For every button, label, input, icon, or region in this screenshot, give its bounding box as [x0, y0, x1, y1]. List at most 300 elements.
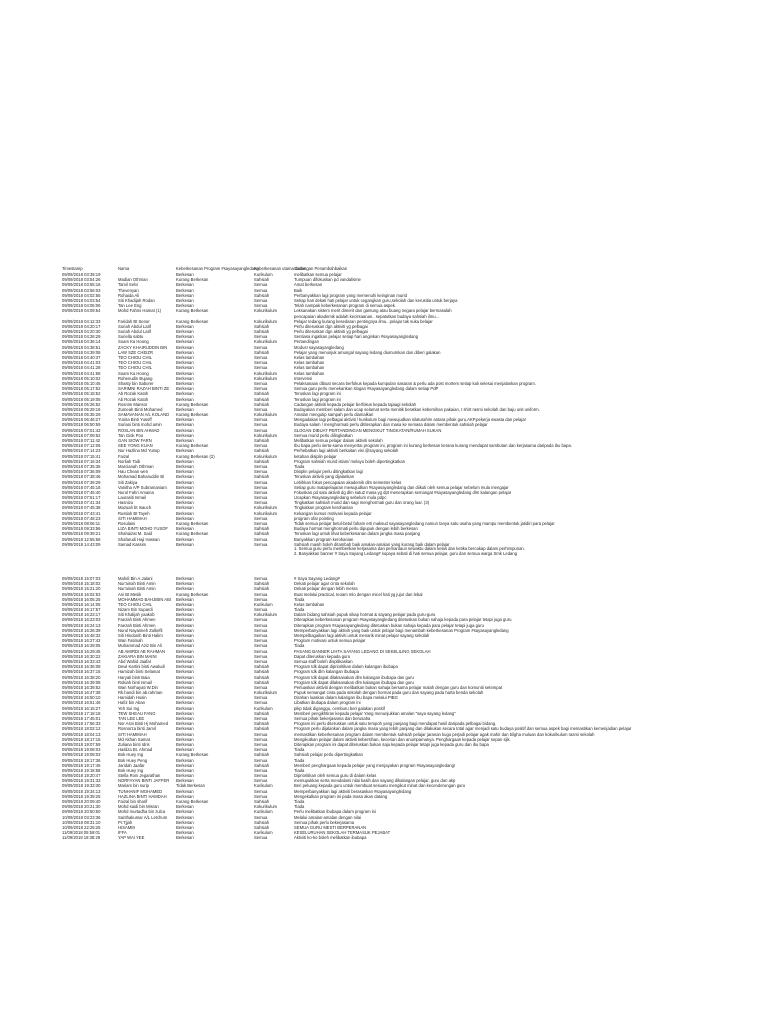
- table-cell: 09/09/2018 16:39:52: [62, 684, 101, 690]
- table-cell: 09/09/2018 07:14:23: [62, 448, 101, 454]
- table-cell: Kokurikulum: [254, 375, 278, 381]
- table-cell: 09/09/2018 19:39:25: [62, 793, 101, 799]
- table-cell: Berkesan: [176, 438, 194, 443]
- table-cell: Hamizah binti Selamat: [118, 669, 160, 675]
- table-cell: Berkesan: [176, 489, 194, 495]
- table-cell: 09/09/2018 07:45:38: [62, 505, 101, 511]
- table-cell: Sahsiah: [254, 292, 270, 298]
- table-cell: Berkesan: [176, 526, 194, 532]
- table-cell: Hamidah Husin: [118, 695, 147, 701]
- table-cell: Hau Chean wen: [118, 469, 149, 475]
- spreadsheet-table: [62, 266, 722, 841]
- table-cell: Semua: [254, 617, 268, 623]
- table-cell: Kokurikulum: [254, 510, 278, 516]
- table-cell: Diprioritikan oleh semua guru di dalam kelas: [294, 773, 377, 779]
- table-cell: Nur'ainah Binti Amin: [118, 581, 156, 587]
- table-cell: Diterapkan program #sayasayangledang ditetuskan bukan sahaja kepada para pelajar tetapi juga guru: [294, 622, 484, 628]
- table-cell: Faezah Binti Ahmen: [118, 617, 156, 623]
- table-cell: Ab Rozak Katoh: [118, 391, 149, 397]
- table-cell: Berkesan: [176, 633, 194, 638]
- table-cell: Berkesan: [176, 287, 194, 293]
- table-cell: Berkesan: [176, 406, 194, 412]
- table-cell: 09/09/2018 19:08:03: [62, 747, 101, 753]
- table-cell: Rosnim Mansor: [118, 401, 148, 407]
- table-cell: Kurang Berkesan: [176, 318, 209, 324]
- table-cell: 09/09/2018 05:18:52: [62, 391, 101, 397]
- table-cell: Shahaizat M. Said: [118, 531, 152, 537]
- table-cell: Zumeah Binti Mohamed: [118, 406, 163, 412]
- table-cell: Berkesan: [176, 297, 194, 303]
- table-cell: Sahsiah: [254, 396, 270, 402]
- table-cell: Kokurikulum: [254, 612, 278, 618]
- table-cell: 09/09/2018 04:09:54: [62, 308, 101, 314]
- table-cell: 09/09/2018 04:41:28: [62, 365, 101, 371]
- table-cell: Semua: [254, 484, 268, 490]
- table-cell: 09/09/2018 16:37:15: [62, 669, 101, 675]
- table-cell: Berkesan: [176, 339, 194, 345]
- table-cell: 09/09/2018 07:36:09: [62, 469, 101, 475]
- table-cell: 09/09/2018 05:10:45: [62, 380, 101, 386]
- table-cell: Pelajar yang menunjuk amungal sayang ledang diumumkan dan diberi galakan: [294, 349, 441, 355]
- table-cell: program ofar pointing: [294, 515, 334, 521]
- table-cell: 11/09/2018 05:59:01: [62, 830, 101, 836]
- table-cell: Mariam bin surip: [118, 783, 149, 789]
- header-timestamp: Timestamp: [62, 266, 83, 271]
- table-cell: Berkesan: [176, 365, 194, 371]
- table-cell: 09/09/2018 05:17:52: [62, 386, 101, 392]
- table-cell: Md Akhan Samat: [118, 736, 150, 742]
- table-cell: Memperbanyakkan lagi aktiviti berasaskan #sayasayangledang: [294, 788, 412, 794]
- table-cell: Setiap guru matapelajaran mewujudkan #sayasayangledang dan diikuti oleh semua pelajar sebelum mula mengajar: [294, 484, 509, 490]
- table-cell: Semua: [254, 736, 268, 742]
- table-cell: Semua: [254, 495, 268, 501]
- table-cell: Semua: [254, 365, 268, 371]
- table-cell: SEE YONG KUAN: [118, 443, 153, 449]
- table-cell: Berkesan: [176, 664, 194, 670]
- table-cell: Amalan mengutip sampah perlu diamalkan: [294, 412, 374, 418]
- table-cell: Program sahsiah murid islam/ melayu boleh dipertingkatkan: [294, 458, 406, 464]
- table-cell: Berkesan: [176, 705, 194, 711]
- table-cell: Semua: [254, 653, 268, 659]
- table-cell: Sahsiah: [254, 799, 270, 804]
- table-cell: Kurang Berkesan (2): [176, 453, 215, 459]
- table-cell: Berkesan: [176, 679, 194, 685]
- table-cell: Berkesan: [176, 500, 194, 506]
- table-cell: Melibatkan semua pelajar dalam aktiviti sekolah: [294, 438, 383, 443]
- table-cell: Semua: [254, 536, 268, 542]
- table-cell: 09/09/2018 12:55:58: [62, 536, 101, 542]
- table-cell: Tiada: [294, 767, 305, 773]
- table-cell: 09/09/2018 09:39:21: [62, 531, 101, 537]
- table-cell: Setiap hari dekati hati pelajar untuk cegangkan guru,sekolah dan kerusitia untuk berjaya: [294, 297, 458, 303]
- table-cell: Berkesan: [176, 479, 194, 485]
- table-cell: 09/09/2018 07:39:29: [62, 479, 101, 485]
- table-cell: Nur Hazlina Md Yusop: [118, 448, 160, 454]
- table-cell: 09/09/2018 04:36:14: [62, 339, 101, 345]
- table-cell: melibatkan semua pelajar: [294, 272, 342, 277]
- table-cell: Pertandingan: [294, 339, 319, 345]
- table-cell: 09/09/2018 07:01:42: [62, 427, 101, 433]
- table-cell: Bok Huey Ing: [118, 767, 144, 773]
- table-cell: Shasty bin Saborer: [118, 380, 154, 386]
- table-cell: ketahan disiplin pelajar: [294, 453, 337, 459]
- table-cell: Rosulaini: [118, 521, 136, 526]
- table-cell: Dalam bidang sahsiah pupuk sikap hormat & sayang pelajar pada guru-guru: [294, 612, 436, 618]
- table-cell: 09/09/2018 16:14:05: [62, 601, 101, 607]
- table-cell: 09/09/2018 16:51:46: [62, 700, 101, 706]
- table-cell: 09/09/2018 09:33:56: [62, 526, 101, 532]
- table-cell: Faezah Binti Ahmen: [118, 622, 156, 628]
- table-cell: 09/09/2018 15:18:02: [62, 581, 101, 587]
- table-cell: Bok Huey Peng: [118, 757, 148, 763]
- table-cell: Sahsiah: [254, 674, 270, 680]
- table-cell: Baik: [294, 287, 303, 293]
- table-cell: Berkesan: [176, 469, 194, 475]
- table-cell: 09/09/2018 16:48:32: [62, 633, 101, 638]
- table-cell: Faizal: [118, 453, 130, 459]
- table-cell: Berkesan: [176, 731, 194, 737]
- table-cell: Ucapkan #sayasayangledang sebelum mula pdpc: [294, 495, 387, 501]
- table-cell: Sentiasa ingatkan pelajar setiap hari anginkan #sayasayangledang: [294, 334, 419, 340]
- table-cell: Semua: [254, 793, 268, 799]
- header-utama: Keberkesanan utama dalam: [254, 266, 307, 271]
- table-cell: Kokurikulum: [254, 453, 278, 459]
- table-cell: Norliah Taib: [118, 458, 141, 464]
- table-cell: Dirahan luaskan dalam kalangan ibu bapa melalui PIBG: [294, 695, 398, 701]
- table-cell: TEO CHIOU CHIL: [118, 360, 152, 366]
- table-cell: 09/09/2018 07:48:23: [62, 515, 101, 521]
- table-cell: Aktiviti ko-ko boleh melibatkan ibubapa: [294, 835, 367, 841]
- table-cell: Berkesan: [176, 484, 194, 490]
- table-cell: 09/09/2018 20:50:50: [62, 809, 101, 815]
- table-cell: Berkesan: [176, 653, 194, 659]
- table-cell: Sahsiah: [254, 329, 270, 335]
- table-cell: Berkesan: [176, 323, 194, 329]
- table-cell: Kelas tambahan: [294, 601, 325, 607]
- table-cell: pikp tidak diganggu, cemburu beri galakan positif: [294, 705, 385, 711]
- table-cell: Pr.Tjjah: [118, 819, 133, 825]
- table-cell: 09/09/2018 19:17:36: [62, 757, 101, 763]
- table-cell: 09/09/2018 16:05:25: [62, 596, 101, 602]
- table-cell: Amat berkesan: [294, 282, 323, 288]
- table-cell: YAP WAI YEE: [118, 835, 145, 841]
- table-cell: Mazuah bt Isauch: [118, 505, 152, 511]
- table-cell: TAN LEE LEE: [118, 716, 145, 721]
- table-cell: Sahsiah masih boleh ditambah baik amalan-amalan yang kurang baik dalam pelajar: [294, 541, 450, 547]
- table-cell: Semua: [254, 648, 268, 654]
- table-cell: Sahsiah: [254, 762, 270, 768]
- table-cell: Lebihkan fokus pencapaian akademik dlm semester kelas: [294, 479, 402, 485]
- table-cell: Shafarudi Haji Hassan: [118, 536, 160, 542]
- table-cell: Berkesan: [176, 648, 194, 654]
- table-cell: Berkesan: [176, 380, 194, 386]
- table-cell: Mohd saidi bin Misran: [118, 804, 159, 810]
- table-cell: Laurasiti Ismail: [118, 495, 146, 501]
- header-cadangan: Cadangan Penambahbaikan: [294, 266, 348, 271]
- table-cell: Zuliana binti Idris: [118, 741, 150, 747]
- table-cell: 10/09/2018 22:25:25: [62, 824, 101, 830]
- table-cell: Berkesan: [176, 586, 194, 592]
- table-cell: Kekangan kursus motivasi kepada pelajar: [294, 510, 372, 516]
- table-cell: 09/09/2018 05:10:02: [62, 375, 101, 381]
- table-cell: Semua: [254, 443, 268, 449]
- table-cell: Teruskan lagi untuk lihat keberkesanan dalam jangka masa panjang: [294, 531, 420, 537]
- table-cell: Berkesan: [176, 432, 194, 438]
- table-cell: 09/09/2018 05:35:29: [62, 412, 101, 418]
- table-cell: ZAKIARA BIN MAINI: [118, 653, 157, 659]
- table-cell: Kurikulum: [254, 272, 273, 277]
- table-cell: Berkesan: [176, 303, 194, 309]
- table-cell: 09/09/2018 16:36:08: [62, 664, 101, 670]
- table-cell: Suriella sabtu: [118, 334, 144, 340]
- table-cell: Tiada: [294, 799, 305, 804]
- table-cell: memupukkan serta mendalami nilai kasih dan sayang dikalangan pelajar, guru dan akp: [294, 778, 456, 784]
- table-cell: HAZLINA BINTI HAMDAH: [118, 793, 167, 799]
- table-cell: 09/09/2018 05:26:52: [62, 401, 101, 407]
- table-cell: Jaridah Jaafar: [118, 762, 145, 768]
- table-cell: Sahsiah: [254, 349, 270, 355]
- table-cell: Perlu diteruskan dgn aktiviti yg pelbagai: [294, 329, 368, 335]
- table-cell: Tingkatkan sahsiah murid dan sagi menghormati guru dan orang luar. (3): [294, 500, 430, 506]
- table-cell: SARIMNI RAZAH BINTI ZE: [118, 386, 170, 392]
- table-cell: 09/09/2018 06:46:27: [62, 417, 101, 423]
- table-cell: Berkesan: [176, 643, 194, 649]
- table-cell: 09/09/2018 18:17:15: [62, 736, 101, 742]
- table-cell: Sahsiah: [254, 710, 270, 716]
- table-cell: TEO CHIOU CHIL: [118, 601, 152, 607]
- table-body-multiline: [62, 547, 722, 556]
- table-cell: Program tdk dapat dilaksanakan dlm kalangan ibubapa dan guru: [294, 674, 414, 680]
- table-cell: Berkesan: [176, 396, 194, 402]
- table-cell: Tan Giok Poo: [118, 432, 144, 438]
- table-cell: Muhammad Aziz Bin Ali: [118, 643, 162, 649]
- table-cell: Berkesan: [176, 505, 194, 511]
- table-cell: Sahsiah: [254, 458, 270, 464]
- table-cell: Madian Othman: [118, 277, 148, 283]
- table-cell: PASANG BANNER LIHTA SAYANG LEDANG DI SEKELILING SEKOLAH: [294, 648, 431, 654]
- table-cell: Sahsiah: [254, 531, 270, 537]
- table-cell: Mempelbagaikan lagi aktiviti untuk menarik minat pelajar sayang sekolah: [294, 633, 430, 638]
- table-cell: Semua murid perlu dilingkatkan: [294, 432, 353, 438]
- table-cell: Kokurikulum: [254, 308, 278, 314]
- table-cell: Tamil Selvi: [118, 282, 139, 288]
- table-cell: Rohaida Ali: [118, 292, 140, 298]
- table-cell: 09/09/2018 04:20:17: [62, 323, 101, 329]
- table-cell: 09/09/2018 05:19:05: [62, 396, 101, 402]
- table-cell: Semua: [254, 521, 268, 526]
- table-cell: 09/09/2018 17:18:18: [62, 710, 101, 716]
- table-cell: 09/09/2018 20:21:30: [62, 804, 101, 810]
- table-cell: SLOGAN DIBUAT PERTANDINGAN MENGIKUT TINGKATAN/RUMAH SUKAN: [294, 427, 442, 433]
- table-cell: Berkesan: [176, 638, 194, 644]
- table-cell: Kurang Berkesan: [176, 412, 209, 418]
- table-cell: 09/09/2018 07:41:34: [62, 500, 101, 506]
- table-cell: 09/09/2018 19:33:30: [62, 783, 101, 789]
- table-cell: AB AMIRDI AB RAHMAN: [118, 648, 166, 654]
- table-cell: Sahsiah: [254, 474, 270, 480]
- table-cell: Rosnorza binti Jamil: [118, 726, 156, 732]
- table-cell: Berkesan: [176, 674, 194, 680]
- table-cell: Semua staff boleh dispilikaskan: [294, 658, 353, 664]
- table-cell: Pelaksanaan dibuat secara berfokus kepada kumpulan sasaran & perlu ada post mortem setiap kali selesai menjalankan program.: [294, 380, 536, 386]
- table-cell: Berkesan: [176, 773, 194, 779]
- table-cell: Semua guru perlu menekankan slogan #sayasayangledang dalam setiap PdP: [294, 386, 439, 392]
- table-body-part-2: [62, 576, 722, 841]
- table-cell: 09/09/2018 05:29:16: [62, 406, 101, 412]
- table-cell: Mohamad Baharuddin Bi: [118, 474, 165, 480]
- table-cell: Semua: [254, 658, 268, 664]
- table-cell: Sahsiah: [254, 526, 270, 532]
- table-cell: Kokurikulum: [254, 804, 278, 810]
- table-cell: Tiada: [294, 607, 305, 613]
- table-cell: Berkesan: [176, 541, 194, 547]
- table-cell: MOHAMMAD BAHJIBIN ABI: [118, 596, 172, 602]
- table-cell: 09/09/2018 18:02:12: [62, 726, 101, 732]
- table-cell: Berkesan: [176, 536, 194, 542]
- table-cell: LIZA BINTI MOHD YUSOF: [118, 526, 168, 532]
- table-cell: Berkesan: [176, 329, 194, 335]
- table-cell: SAMAVANAN A/L KOLAND: [118, 412, 170, 418]
- table-cell: Kelas tambahan: [294, 370, 325, 376]
- table-cell: Semua: [254, 731, 268, 737]
- table-cell: Semua: [254, 591, 268, 597]
- table-cell: 09/09/2018 15:07:03: [62, 575, 101, 581]
- table-cell: Marcianah Othman: [118, 463, 154, 469]
- table-cell: Rk.handi bin ab.rahman: [118, 690, 163, 696]
- table-cell: 09/09/2018 07:16:34: [62, 458, 101, 464]
- table-cell: Semua: [254, 700, 268, 706]
- table-cell: Intervensi: [294, 375, 313, 381]
- table-cell: Berkesan: [176, 334, 194, 340]
- table-cell: Perlu melibatkan ibubapa dalam program ini: [294, 809, 376, 815]
- table-cell: Semua: [254, 767, 268, 773]
- table-cell: Berkesan: [176, 669, 194, 675]
- table-cell: Berkesan: [176, 788, 194, 794]
- table-cell: 09/09/2018 03:55:16: [62, 282, 101, 288]
- table-cell: Teruskan lagi program ini: [294, 396, 341, 402]
- table-cell: Haryati binti Baia: [118, 674, 150, 680]
- table-cell: Semua: [254, 479, 268, 485]
- table-cell: 09/09/2018 16:33:43: [62, 658, 101, 664]
- table-cell: Program motivasi untuk semua pelajar: [294, 638, 366, 644]
- table-cell: ZACKY KHAIRUDDIN BIN: [118, 344, 168, 350]
- table-cell: 09/09/2018 04:02:55: [62, 292, 101, 298]
- table-cell: Berkesan: [176, 747, 194, 753]
- table-cell: Ab Rozak Katoh: [118, 396, 149, 402]
- table-cell: Siti Khalijah yaakob: [118, 612, 155, 618]
- table-cell: Telah nampak keberkesanan program di semua aspek.: [294, 303, 396, 309]
- table-cell: 09/09/2018 19:18:58: [62, 767, 101, 773]
- table-cell: Sahsiah pelajar perlu dipertingkatkan: [294, 752, 363, 758]
- table-cell: Berkesan: [176, 767, 194, 773]
- table-cell: 09/09/2018 16:24:13: [62, 622, 101, 628]
- table-cell: Semua: [254, 360, 268, 366]
- table-cell: Semua: [254, 716, 268, 721]
- table-cell: Kokurikulum: [254, 339, 278, 345]
- table-cell: Berkesan: [176, 695, 194, 701]
- table-cell: Faizal bin sharif: [118, 799, 148, 804]
- table-cell: Berkesan: [176, 710, 194, 716]
- table-cell: 09/09/2018 07:09:52: [62, 432, 101, 438]
- table-cell: 09/09/2018 04:41:03: [62, 360, 101, 366]
- table-cell: Suriah Abdul Latif: [118, 329, 151, 335]
- table-cell: Mengikutkan pelajar dalam aktiviti kebersihan, kecerian dan anumpamanya. Penghargaan kepada pelajar sepan sjik.: [294, 736, 511, 742]
- cell-line: 1. Semua guru perlu memberikan kerjasama dan pemantaun sewaktu dalam kelas dan ketika bercakap dalam perhimpunan.: [294, 545, 525, 551]
- table-cell: Cadangan aktiviti kepada pelajar berfokus kepada tajaagi sekolah: [294, 401, 416, 407]
- table-cell: Berkesan: [176, 721, 194, 727]
- table-row: [62, 835, 722, 840]
- table-cell: Berkesan: [176, 741, 194, 747]
- cell-line: 2. Banyakkan banner # Saya Sayang Ledang# supaya sebati di hati semua pelajar, guru dan semua warga Smk Ledang: [294, 550, 518, 556]
- table-cell: 09/09/2018 19:20:47: [62, 773, 101, 779]
- table-cell: Semua: [254, 788, 268, 794]
- table-cell: Berkesan: [176, 391, 194, 397]
- table-cell: Berkesan: [176, 575, 194, 581]
- table-cell: Sahsiah: [254, 581, 270, 587]
- table-cell: 09/09/2018 04:39:08: [62, 349, 101, 355]
- table-cell: Nur'ainah Binti Amin: [118, 586, 156, 592]
- table-cell: Semua: [254, 417, 268, 423]
- table-cell: Teruskan lagi program ini: [294, 391, 341, 397]
- table-cell: Berkesan: [176, 819, 194, 825]
- table-cell: Semua: [254, 627, 268, 633]
- table-cell: Budayakan memberi salam dan ucap selamat serta menitik beratkan kebersihan pakaian, t shirt rasmi sekolah dan baju unit uniform.: [294, 406, 540, 412]
- table-cell: Berkesan: [176, 716, 194, 721]
- table-cell: 09/09/2018 07:15:41: [62, 453, 101, 459]
- table-cell: 09/09/2018 07:43:41: [62, 510, 101, 516]
- table-cell: Kokurikulum: [254, 318, 278, 324]
- table-cell: Semua: [254, 835, 268, 841]
- table-cell: ROSLAN BIN AHMAD: [118, 427, 160, 433]
- table-cell: Kurang Berkesan: [176, 277, 209, 283]
- table-cell: Mohd murtadha bin zulca: [118, 809, 166, 815]
- table-cell: IFFA: [118, 830, 127, 836]
- table-cell: Semua: [254, 541, 268, 547]
- table-cell: Thevenyan: [118, 287, 139, 293]
- table-cell: Tumpuan difokuskan pd vandalisme: [294, 277, 361, 283]
- table-cell: Kokurikulum: [254, 370, 278, 376]
- table-cell: Berkesan: [176, 778, 194, 784]
- table-cell: Semua: [254, 282, 268, 288]
- table-cell: Tingkatkan program kerohanian: [294, 505, 353, 511]
- table-cell: Semua: [254, 638, 268, 644]
- table-cell: Semua: [254, 747, 268, 753]
- table-cell: Kurikulum: [254, 830, 273, 836]
- table-cell: Semua pihak perlu bekerjasama: [294, 819, 355, 825]
- table-cell: Banyakkan program kerohanian: [294, 536, 354, 542]
- table-cell: Bok Huey Ing: [118, 752, 144, 758]
- table-cell: Kokurikulum: [254, 690, 278, 696]
- table-cell: Dapat diteruskan kepada guru: [294, 653, 351, 659]
- table-cell: 09/09/2018 17:56:33: [62, 721, 101, 727]
- table-cell: Kurang Berkesan: [176, 591, 209, 597]
- table-cell: 09/09/2018 16:38:20: [62, 674, 101, 680]
- table-cell: Sahsiah: [254, 669, 270, 675]
- table-cell: Semua: [254, 489, 268, 495]
- table-cell: 09/09/2018 19:17:45: [62, 762, 101, 768]
- table-cell: Kurikulum: [254, 705, 273, 711]
- table-cell: Berkesan: [176, 684, 194, 690]
- table-cell: Program tdk dapat diprioritikan dalam kalangan ibubapa: [294, 664, 398, 670]
- table-cell: 09/09/2018 20:09:40: [62, 799, 101, 804]
- table-cell: Program ini perlu diteruskan untuk satu tempoh yang panjang bagi mendapat hasil daripada pelbagai bidang.: [294, 721, 497, 727]
- table-cell: Semua: [254, 427, 268, 433]
- table-cell: Mengekalkan program ini pada masa akan datang: [294, 793, 388, 799]
- table-cell: Pelajar tedang kurang kesedaran pentingnya ilmu.. pelajar tak suka belajar: [294, 318, 433, 324]
- table-cell: Dekati pelajar dengan lebih mesra: [294, 586, 358, 592]
- table-cell: Sahsiah: [254, 448, 270, 454]
- table-cell: Tidak semua pelajar betul-betul faham erti maksud sayasayangledang namun tanya satu usaha yang mampu membentuk jatidiri para pelajar: [294, 521, 555, 526]
